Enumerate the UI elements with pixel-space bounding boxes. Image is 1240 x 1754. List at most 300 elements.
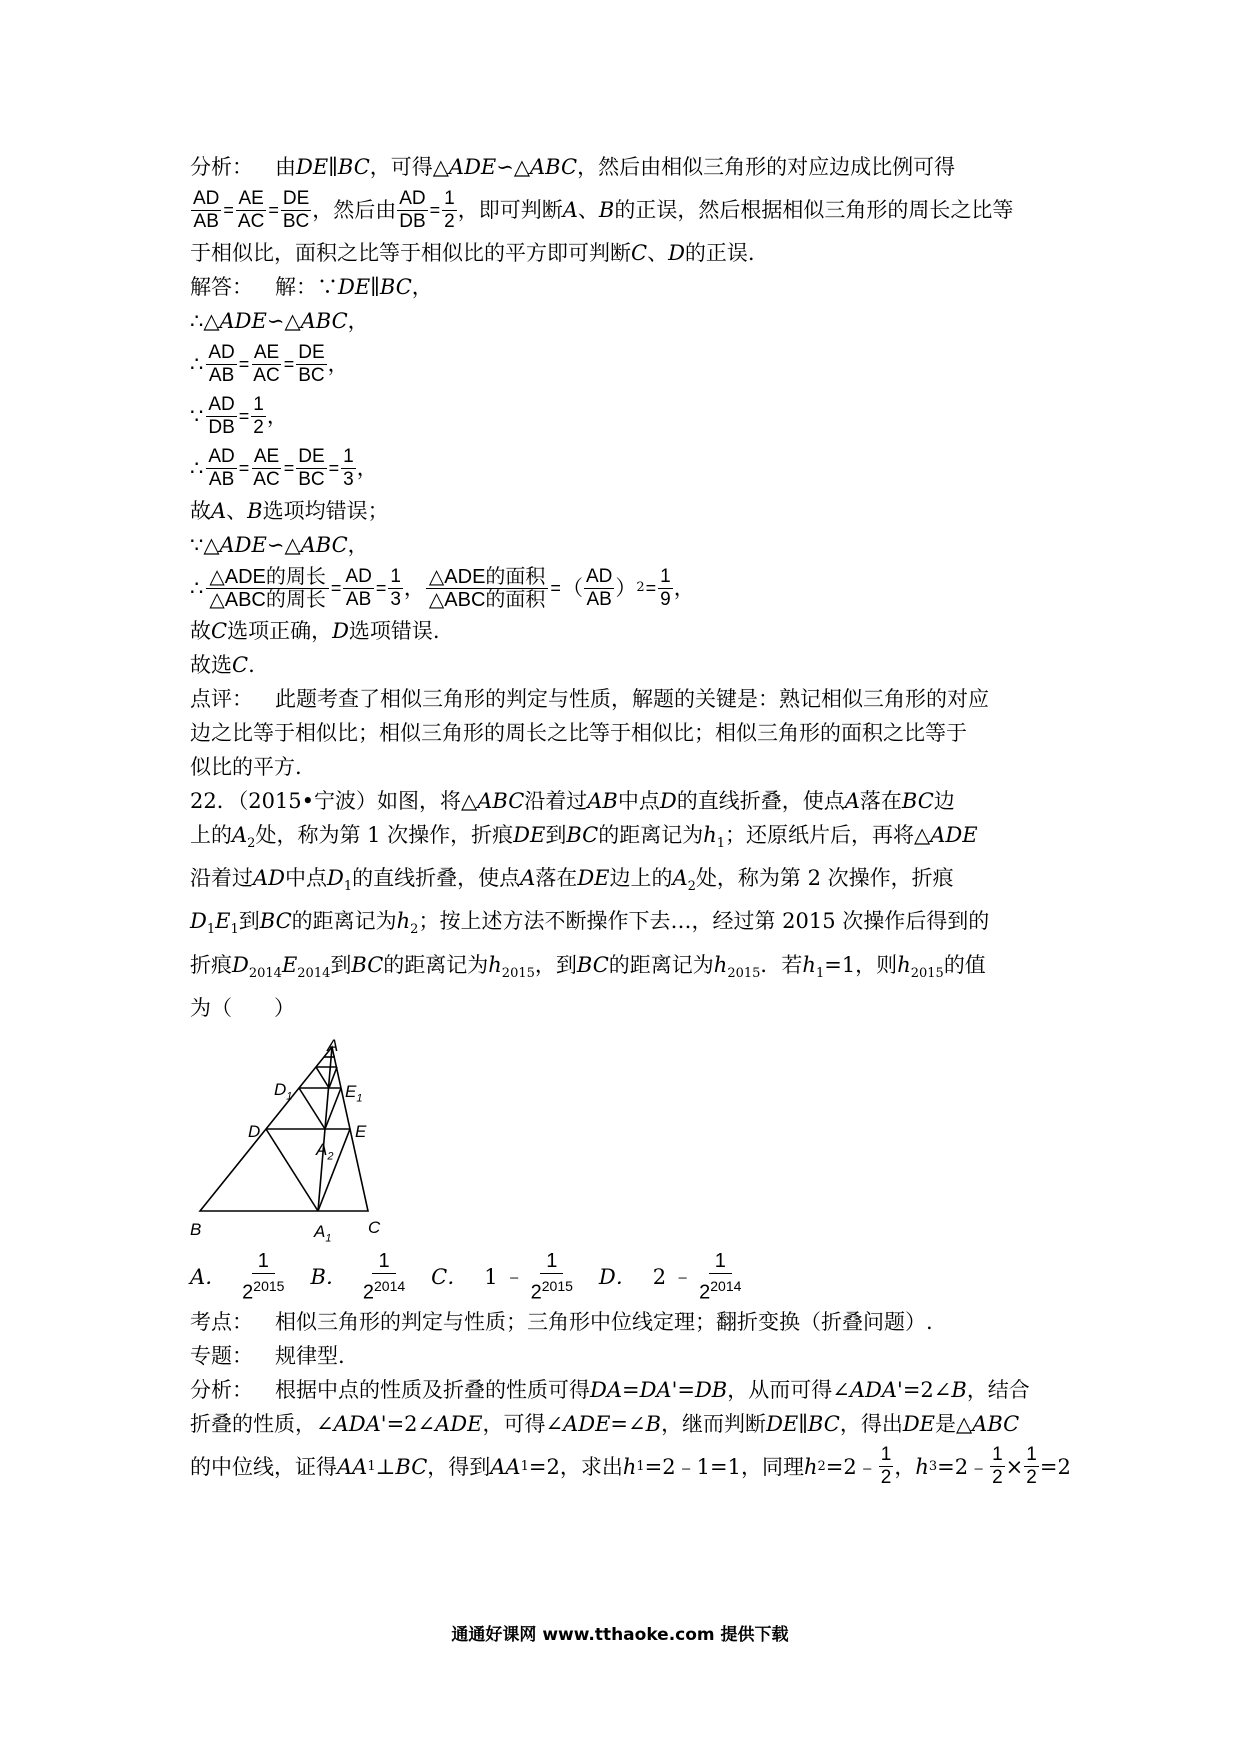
fraction	[341, 446, 356, 491]
numerator: AD	[193, 187, 220, 209]
text: D	[332, 619, 349, 643]
text: 、	[647, 241, 669, 265]
fraction	[242, 1249, 284, 1305]
text: 沿着过	[190, 866, 253, 891]
text: ，从而可得∠	[727, 1377, 850, 1402]
text: ，	[894, 1454, 916, 1479]
text: h	[703, 823, 717, 847]
text: ，可得△	[369, 155, 449, 179]
text: =1，则	[824, 952, 898, 977]
label-c	[368, 1211, 380, 1245]
solution1-line3	[190, 338, 1060, 390]
text: D	[659, 789, 677, 813]
analysis1-label: 分析：	[190, 155, 253, 179]
text: D	[327, 866, 344, 891]
option-letter: B．	[310, 1264, 347, 1289]
text: h	[897, 952, 911, 977]
text: C	[211, 619, 228, 643]
analysis2-label: 分析：	[190, 1377, 253, 1402]
text: 中点	[285, 866, 328, 891]
text: 为（ ）	[190, 995, 295, 1020]
text: 2	[362, 1281, 375, 1304]
fraction	[879, 1444, 894, 1489]
denominator: AB	[208, 364, 235, 386]
option-d[interactable]	[599, 1249, 742, 1305]
numerator: △ADE的周长	[206, 566, 329, 589]
text: 解：∵	[275, 275, 338, 299]
text: 、	[577, 198, 599, 222]
text: DE	[902, 1411, 935, 1436]
denominator: 3	[390, 588, 401, 610]
segment-da1	[266, 1129, 318, 1211]
text: ，	[347, 309, 369, 333]
solution1-line10	[190, 648, 1060, 682]
text: BC	[259, 909, 292, 934]
numerator: 1	[1026, 1444, 1037, 1466]
comment1-line2	[190, 716, 1060, 750]
label-e	[355, 1115, 366, 1149]
text: =∠	[610, 1411, 646, 1436]
text: 的正误，然后根据相似三角形的周长之比等	[614, 198, 1014, 222]
text: 2	[699, 1281, 711, 1304]
option-b[interactable]	[310, 1249, 405, 1305]
text: 边	[933, 789, 955, 813]
fraction	[251, 446, 281, 491]
text: E	[215, 909, 231, 934]
denominator	[363, 1274, 405, 1305]
numerator: AE	[238, 187, 264, 209]
equals: =	[328, 458, 340, 478]
equals: =	[238, 458, 250, 478]
label-a2	[316, 1133, 333, 1173]
numerator: DE	[298, 341, 325, 363]
text: 的值	[943, 952, 986, 977]
exponent: 2014	[710, 1277, 742, 1294]
subscript: 3	[928, 1458, 938, 1474]
text: ；按上述方法不断操作下去…，经过第 2015 次操作后得到的	[418, 909, 990, 934]
triangle-diagram	[190, 1035, 490, 1245]
denominator: AB	[345, 588, 372, 610]
text: ∽△	[266, 533, 301, 557]
text: A	[211, 499, 227, 523]
text: h	[488, 952, 502, 977]
numerator: AD	[345, 565, 372, 587]
fraction	[296, 342, 326, 387]
option-a[interactable]	[190, 1249, 284, 1305]
text: 故选	[190, 653, 232, 677]
label-a	[327, 1029, 338, 1063]
footer-credit: 通通好课网 www.tthaoke.com 提供下载	[451, 1625, 789, 1645]
text: ，结合	[966, 1377, 1030, 1402]
text: 边上的	[609, 866, 673, 891]
text: AD	[253, 866, 286, 891]
subscript: 2015	[727, 965, 761, 981]
subscript: 1	[636, 1458, 645, 1474]
text: BC	[576, 952, 609, 977]
text: A	[316, 1139, 328, 1159]
text: 的距离记为	[291, 909, 397, 934]
text: ADE	[219, 309, 267, 333]
fraction	[531, 1249, 573, 1305]
solution1-line2	[190, 304, 1060, 338]
text: A	[327, 1035, 339, 1055]
text: ，即可判断	[457, 198, 563, 222]
option-letter: D．	[598, 1264, 637, 1289]
text: ，继而判断	[661, 1411, 767, 1436]
denominator: 2	[253, 416, 264, 438]
text: ADE	[930, 823, 978, 847]
text: =2，求出	[528, 1454, 623, 1479]
equals: =	[238, 406, 250, 426]
text: 、	[226, 499, 248, 523]
text: =2﹣	[825, 1454, 878, 1479]
zhuanti-line	[190, 1339, 1060, 1373]
text: 上的	[190, 823, 232, 847]
problem22-line4	[190, 904, 1060, 947]
text: 2	[652, 1264, 667, 1289]
exponent: 2015	[253, 1277, 285, 1294]
fraction	[1024, 1444, 1039, 1489]
solution1-line1	[190, 270, 1060, 304]
text: 2	[530, 1281, 542, 1304]
kaodian-line	[190, 1305, 1060, 1339]
numerator: AD	[208, 341, 235, 363]
text: B	[951, 1377, 967, 1402]
text: ，然后由相似三角形的对应边成比例可得	[577, 155, 956, 179]
equals: =	[283, 458, 295, 478]
subscript: 1	[815, 965, 825, 981]
text: 的距离记为	[383, 952, 489, 977]
numerator: DE	[282, 187, 310, 209]
text: 22．（2015•宁波）如图，将△	[190, 789, 478, 813]
denominator: △ABC的面积	[428, 588, 546, 611]
fraction	[251, 394, 266, 439]
fraction	[191, 188, 221, 233]
fraction	[658, 566, 673, 611]
text: 中点	[617, 789, 660, 813]
kaodian-label: 考点：	[190, 1309, 253, 1334]
text: AA	[490, 1454, 521, 1479]
subscript: 2015	[501, 965, 535, 981]
text: 的直线折叠，使点	[676, 789, 845, 813]
text: 2	[242, 1281, 254, 1304]
equals: =	[375, 578, 387, 598]
fraction	[206, 566, 329, 611]
text: 处，称为第 1 次操作，折痕	[255, 823, 514, 847]
text: 边之比等于相似比；相似三角形的周长之比等于相似比；相似三角形的面积之比等于	[190, 721, 967, 745]
text: ∽△	[266, 309, 301, 333]
text: 似比的平方.	[190, 755, 302, 779]
option-letter: C．	[431, 1264, 469, 1289]
text: 于相似比，面积之比等于相似比的平方即可判断	[190, 241, 631, 265]
subscript: 1	[230, 922, 239, 938]
denominator	[699, 1274, 741, 1305]
text: 故	[190, 499, 211, 523]
denominator: 2	[880, 1467, 892, 1489]
numerator: AD	[208, 393, 235, 415]
fraction	[397, 188, 427, 233]
text: B	[190, 1219, 202, 1239]
label-d	[248, 1115, 260, 1149]
denominator: AC	[253, 364, 280, 386]
text: 此题考查了相似三角形的判定与性质，解题的关键是：熟记相似三角形的对应	[275, 687, 989, 711]
text: =2	[1039, 1454, 1071, 1479]
text: ，	[327, 352, 349, 376]
fraction	[388, 566, 403, 611]
text: 处，称为第 2 次操作，折痕	[695, 866, 954, 891]
text: DE∥BC	[338, 275, 412, 299]
text: C	[631, 241, 648, 265]
text: 选项错误.	[348, 619, 440, 643]
subscript: 1	[356, 1092, 363, 1105]
text: ABC	[300, 309, 348, 333]
text: 1	[484, 1264, 498, 1289]
denominator: AC	[253, 468, 280, 490]
numerator: 1	[252, 1249, 275, 1274]
text: 由	[275, 155, 296, 179]
text: ABC	[300, 533, 348, 557]
text: ADE	[219, 533, 267, 557]
text: C	[368, 1217, 381, 1237]
equals: =	[429, 200, 441, 220]
numerator: AE	[253, 445, 280, 467]
fraction	[426, 566, 549, 611]
text: A	[672, 866, 688, 891]
text: B	[645, 1411, 662, 1436]
numerator: AD	[585, 565, 613, 587]
fraction	[281, 188, 311, 233]
denominator: AC	[237, 210, 265, 232]
label-e1	[345, 1075, 362, 1115]
text: ；还原纸片后，再将△	[725, 823, 931, 847]
fraction	[296, 446, 326, 491]
text: 落在	[535, 866, 578, 891]
option-letter: A．	[190, 1264, 227, 1289]
text: B	[247, 499, 263, 523]
fraction	[236, 188, 266, 233]
text: ，	[673, 576, 695, 600]
segment-d1a2	[299, 1088, 325, 1129]
exponent: 2	[636, 580, 645, 595]
denominator: BC	[282, 210, 310, 232]
solution1-line8	[190, 562, 1060, 614]
text: h	[622, 1454, 637, 1479]
equals: =	[223, 200, 234, 220]
text: ABC	[530, 155, 578, 179]
text: ×	[1005, 1454, 1024, 1479]
text: =2﹣1=1，同理	[644, 1454, 804, 1479]
text: 规律型.	[275, 1343, 345, 1368]
comment1-label: 点评：	[190, 687, 253, 711]
text: BC	[566, 823, 599, 847]
content	[190, 150, 1071, 1493]
numerator: 1	[444, 187, 455, 209]
solution1-line5	[190, 442, 1060, 494]
segment-d2a3	[316, 1067, 329, 1088]
denominator: AB	[193, 210, 219, 232]
denominator: BC	[298, 364, 325, 386]
problem22-line2	[190, 818, 1060, 861]
analysis1-line3	[190, 236, 1060, 270]
fraction	[343, 566, 373, 611]
subscript: 2	[817, 1458, 826, 1474]
subscript: 2	[247, 836, 256, 852]
text: ∴△	[190, 309, 220, 333]
analysis1-line1	[190, 150, 1060, 184]
text: 的正误.	[684, 241, 755, 265]
equals: =	[238, 354, 250, 374]
text: 的距离记为	[608, 952, 714, 977]
denominator: 2	[444, 210, 455, 232]
text: B	[598, 198, 615, 222]
denominator: AB	[586, 588, 612, 610]
text: h	[803, 1454, 818, 1479]
denominator: △ABC的周长	[209, 588, 326, 611]
text: E	[355, 1121, 367, 1141]
text: 折叠的性质，∠	[190, 1411, 334, 1436]
numerator: 1	[709, 1249, 732, 1274]
text: （	[561, 576, 583, 600]
text: A	[232, 823, 248, 847]
text: BC	[901, 789, 934, 813]
text: 故	[190, 619, 211, 643]
text: 相似三角形的判定与性质；三角形中位线定理；翻折变换（折叠问题）.	[275, 1309, 933, 1334]
subscript: 1	[286, 1090, 293, 1103]
text: ，	[403, 576, 425, 600]
denominator	[531, 1274, 573, 1305]
text: ABC	[477, 789, 525, 813]
text: 的直线折叠，使点	[352, 866, 521, 891]
denominator: 2	[992, 1467, 1003, 1489]
denominator: DB	[208, 416, 235, 438]
fraction	[699, 1249, 741, 1305]
text: DE∥BC	[766, 1411, 840, 1436]
solution1-label: 解答：	[190, 275, 253, 299]
text: A	[520, 866, 536, 891]
solution1-line6	[190, 494, 1060, 528]
text: DE	[513, 823, 546, 847]
text: =2∠	[902, 1377, 952, 1402]
therefore-symbol: ∴	[190, 456, 204, 480]
text: ，到	[534, 952, 577, 977]
text: ADA'	[333, 1411, 387, 1436]
label-b	[190, 1213, 201, 1247]
triangle-svg	[190, 1037, 490, 1237]
text: ADE	[563, 1411, 611, 1436]
text: 落在	[859, 789, 902, 813]
text: D	[274, 1079, 287, 1099]
subscript: 2	[687, 879, 696, 895]
text: ⊥	[375, 1454, 396, 1479]
exponent: 2015	[541, 1277, 573, 1294]
subscript: 2015	[910, 965, 944, 981]
text: ，	[411, 275, 433, 299]
minus-sign: ﹣	[672, 1264, 694, 1288]
numerator: DE	[298, 445, 325, 467]
denominator	[242, 1274, 284, 1305]
subscript: 1	[716, 836, 726, 852]
comment1-line1	[190, 682, 1060, 716]
problem22-line5	[190, 948, 1060, 991]
subscript: 2	[327, 1150, 334, 1163]
text: h	[396, 909, 411, 934]
analysis2-line2	[190, 1407, 1060, 1441]
text: BC	[351, 952, 384, 977]
numerator: 1	[390, 565, 401, 587]
numerator: △ADE的面积	[426, 566, 549, 589]
text: ，得出	[839, 1411, 903, 1436]
text: =2∠	[386, 1411, 436, 1436]
numerator: AD	[399, 187, 426, 209]
text: ABC	[972, 1411, 1020, 1436]
text: ）	[615, 576, 637, 600]
fraction	[584, 566, 614, 611]
text: h	[713, 952, 728, 977]
equals: =	[550, 578, 561, 598]
fraction	[206, 394, 236, 439]
numerator: 1	[372, 1249, 395, 1274]
zhuanti-label: 专题：	[190, 1343, 253, 1368]
analysis2-line3	[190, 1441, 1071, 1493]
subscript: 1	[343, 879, 353, 895]
text: ，	[347, 533, 369, 557]
option-c[interactable]	[431, 1249, 573, 1305]
text: ，可得∠	[482, 1411, 564, 1436]
fraction	[206, 446, 236, 491]
denominator: 2	[1026, 1467, 1037, 1489]
text: DE	[577, 866, 610, 891]
analysis1-line2	[190, 184, 1060, 236]
equals: =	[645, 578, 657, 598]
text: ，然后由	[312, 198, 397, 222]
denominator: 9	[660, 588, 671, 610]
subscript: 1	[367, 1458, 376, 1474]
subscript: 2	[410, 922, 419, 938]
text: 沿着过	[524, 789, 588, 813]
text: D	[190, 909, 207, 934]
label-a1	[314, 1215, 331, 1255]
text: 的中位线，证得	[190, 1454, 337, 1479]
minus-sign: ﹣	[503, 1264, 525, 1288]
text: ADA'	[849, 1377, 903, 1402]
problem22-line1	[190, 784, 1060, 818]
fraction	[990, 1444, 1005, 1489]
subscript: 1	[520, 1458, 529, 1474]
solution1-line7	[190, 528, 1060, 562]
denominator: DB	[399, 210, 426, 232]
text: D	[668, 241, 685, 265]
because-symbol: ∵	[190, 404, 204, 428]
numerator: AD	[208, 445, 235, 467]
text: ．若	[760, 952, 803, 977]
fraction	[251, 342, 281, 387]
text: 到	[330, 952, 352, 977]
equals: =	[268, 200, 279, 220]
text: A	[314, 1221, 326, 1241]
numerator: 1	[253, 393, 264, 415]
fraction	[363, 1249, 405, 1305]
numerator: 1	[880, 1444, 892, 1466]
text: DE∥BC	[296, 155, 370, 179]
text: =2﹣	[937, 1454, 990, 1479]
text: ，	[356, 456, 378, 480]
text: h	[915, 1454, 929, 1479]
denominator: 3	[343, 468, 354, 490]
text: 的距离记为	[598, 823, 704, 847]
text: BC	[395, 1454, 428, 1479]
denominator: AB	[208, 468, 235, 490]
fraction	[442, 188, 457, 233]
